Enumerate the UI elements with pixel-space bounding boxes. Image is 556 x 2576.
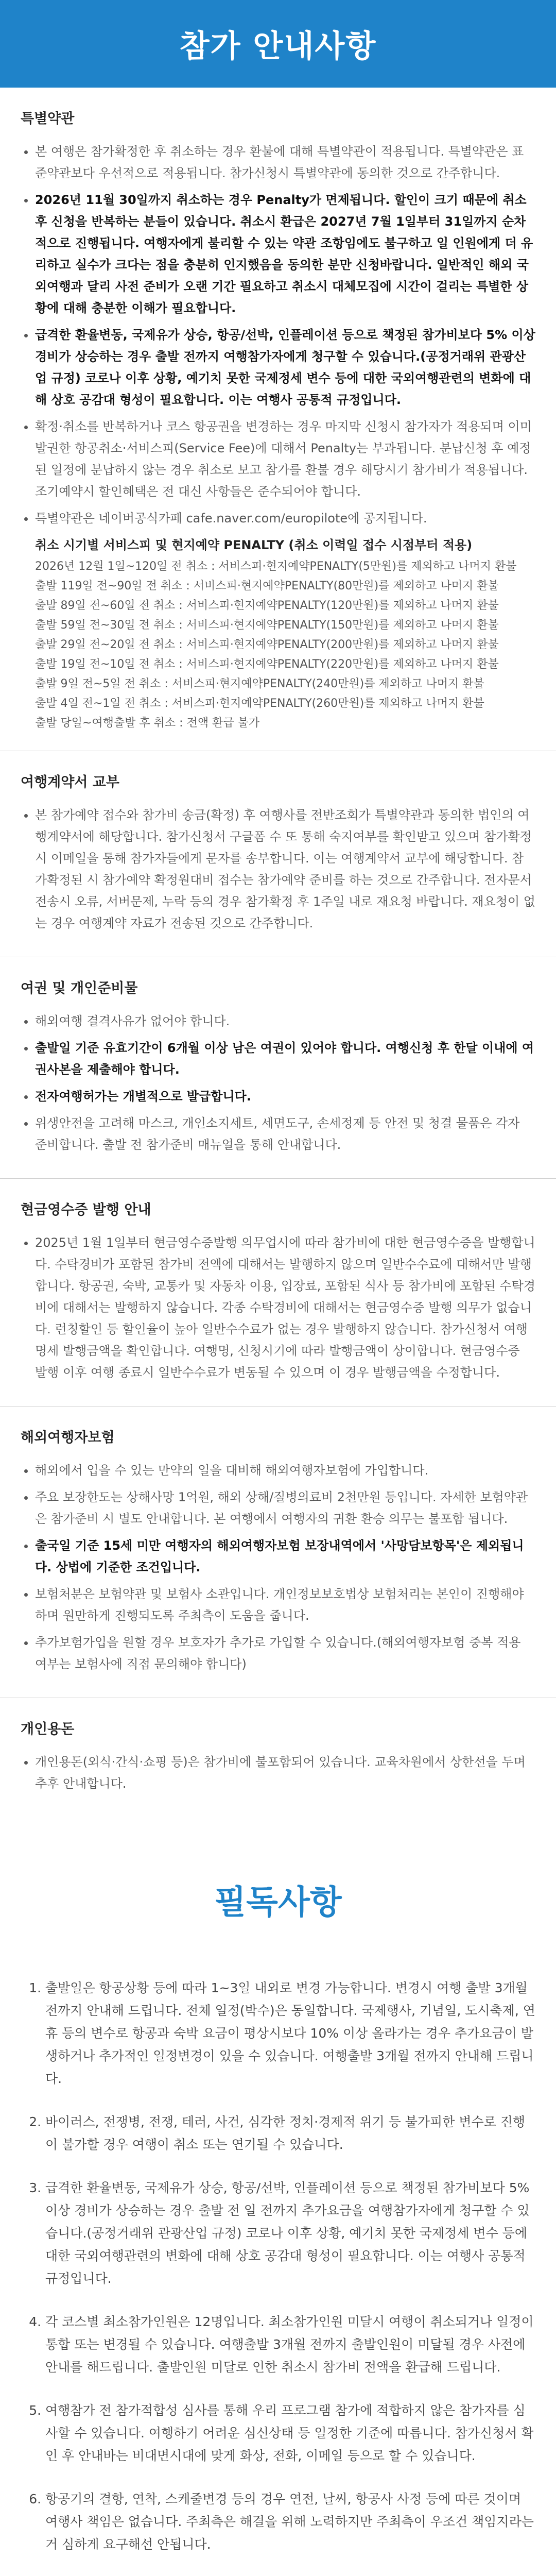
fee-line: 출발 19일 전~10일 전 취소 : 서비스피·현지예약PENALTY(220만원)를 제외하고 나머지 환불 (35, 658, 499, 671)
notice-item: 5. 여행참가 전 참가적합성 심사를 통해 우리 프로그램 참가에 적합하지 않은 참가자를 심사할 수 있습니다. 여행하기 어려운 심신상태 등 일정한 기준에 따릅니다. 참가신청서 확인 후 안내바는 비대면시대에 맞게 화상, 전화, 이메일 등으로 할 수 있습니다. (45, 2399, 535, 2467)
fee-line: 출발 59일 전~30일 전 취소 : 서비스피·현지예약PENALTY(150만원)를 제외하고 나머지 환불 (35, 619, 499, 632)
list-item: • 해외여행 결격사유가 없어야 합니다. (35, 1010, 535, 1032)
section-personal (0, 1698, 556, 1817)
fee-line: 출발 29일 전~20일 전 취소 : 서비스피·현지예약PENALTY(200만원)를 제외하고 나머지 환불 (35, 638, 499, 651)
section-title: 해외여행자보험 (21, 1430, 115, 1446)
list-item: • 추가보험가입을 원할 경우 보호자가 추가로 가입할 수 있습니다.(해외여행자보험 중복 적용 여부는 보험사에 직접 문의해야 합니다) (35, 1632, 535, 1675)
notice-item: 6. 항공기의 결항, 연착, 스케줄변경 등의 경우 연전, 날씨, 항공사 사정 등에 따른 것이며 여행사 책임은 없습니다. 주최측은 해결을 위해 노력하지만 주최측이 우조건 책임지라는 거 심하게 요구해선 안됩니다. (45, 2488, 535, 2556)
section-title: 여행계약서 교부 (21, 774, 119, 790)
notice-item: 1. 출발일은 항공상황 등에 따라 1~3일 내외로 변경 가능합니다. 변경시 여행 출발 3개월 전까지 안내해 드립니다. 전체 일정(박수)은 동일합니다. 국제행사, 기념일, 도시축제, 연휴 등의 변수로 항공과 숙박 요금이 평상시보다 10% 이상 올라가는 경우 추가요금이 발생하거나 추가적인 일정변경이 있을 수 있습니다. 여행출발 3개월 전까지 안내해 드립니다. (45, 1977, 535, 2090)
list-item: • 위생안전을 고려해 마스크, 개인소지세트, 세면도구, 손세정제 등 안전 및 청결 물품은 각자 준비합니다. 출발 전 참가준비 매뉴얼을 통해 안내합니다. (35, 1112, 535, 1156)
notice-item: 2. 바이러스, 전쟁병, 전쟁, 테러, 사건, 심각한 정치·경제적 위기 등 불가피한 변수로 진행이 불가할 경우 여행이 취소 또는 연기될 수 있습니다. (45, 2111, 535, 2156)
list-item: • 2026년 11월 30일까지 취소하는 경우 Penalty가 면제됩니다. 할인이 크기 때문에 취소 후 신청을 반복하는 분들이 있습니다. 취소시 환급은 2027년 7월 1일부터 31일까지 순차적으로 진행됩니다. 여행자에게 불리할 수 있는 약관 조항임에도 불구하고 일 인원에게 더 유리하고 실수가 크다는 점을 충분히 인지했음을 동의한 분만 신청바랍니다. 일반적인 해외 국외여행과 달리 사전 준비가 오랜 기간 필요하고 취소시 대체모집에 시간이 걸리는 특별한 상황에 대해 충분한 이해가 필요합니다. (35, 189, 535, 319)
fee-line: 출발 당일~여행출발 후 취소 : 전액 환급 불가 (35, 717, 260, 730)
list-item: • 보험처분은 보험약관 및 보험사 소관입니다. 개인정보보호법상 보험처리는 본인이 진행해야 하며 원만하게 진행되도록 주최측이 도움을 줍니다. (35, 1583, 535, 1626)
header-banner (0, 0, 556, 88)
list-item: • 해외에서 입을 수 있는 만약의 일을 대비해 해외여행자보험에 가입합니다. (35, 1460, 535, 1481)
section-title: 현금영수증 발행 안내 (21, 1202, 151, 1218)
notice-item: 3. 급격한 환율변동, 국제유가 상승, 항공/선박, 인플레이션 등으로 책정된 참가비보다 5% 이상 경비가 상승하는 경우 출발 전 일 전까지 추가요금을 여행참가자에게 청구할 수 있습니다.(공정거래위 관광산업 규정) 코로나 이후 상황, 예기치 못한 국제정세 변수 등에 대한 국외여행관련의 변화에 대해 상호 공감대 형성이 필요합니다. 이는 여행사 공통적 규정입니다. (45, 2177, 535, 2290)
list-item: • 전자여행허가는 개별적으로 발급합니다. (35, 1086, 535, 1107)
list-item: • 주요 보장한도는 상해사망 1억원, 해외 상해/질병의료비 2천만원 등입니다. 자세한 보험약관은 참가준비 시 별도 안내합니다. 본 여행에서 여행자의 귀환 환승 의무는 불포함 됩니다. (35, 1486, 535, 1530)
notice-banner (0, 1838, 556, 1961)
page-title: 참가 안내사항 (179, 28, 377, 64)
list-item: • 2025년 1월 1일부터 현금영수증발행 의무업시에 따라 참가비에 대한 현금영수증을 발행합니다. 수탁경비가 포함된 참가비 전액에 대해서는 발행하지 않으며 일반수수료에 대해서만 발행합니다. 항공권, 숙박, 교통카 및 자동차 이용, 입장료, 포함된 식사 등 참가비에 포함된 수탁경비에 대해서는 발행하지 않습니다. 각종 수탁경비에 대해서는 현금영수증 발행 의무가 없습니다. 런칭할인 등 할인율이 높아 일반수수료가 없는 경우 발행하지 않습니다. 참가신청서 여행명세 발행금액을 확인합니다. 여행명, 신청시기에 따라 발행금액이 상이합니다. 현금영수증 발행 이후 여행 종료시 일반수수료가 변동될 수 있으며 이 경우 발행금액을 수정합니다. (35, 1232, 535, 1383)
section-receipt (0, 1178, 556, 1406)
fee-line: 출발 119일 전~90일 전 취소 : 서비스피·현지예약PENALTY(80만원)를 제외하고 나머지 환불 (35, 580, 499, 592)
notice-list (0, 1961, 556, 2576)
notice-title: 필독사항 (214, 1884, 342, 1922)
section-passport (0, 957, 556, 1178)
list-item: • 출발일 기준 유효기간이 6개월 이상 남은 여권이 있어야 합니다. 여행신청 후 한달 이내에 여권사본을 제출해야 합니다. (35, 1037, 535, 1080)
fee-title: 취소 시기별 서비스피 및 현지예약 PENALTY (취소 이력일 접수 시점부터 적용) (35, 538, 473, 552)
section-title: 여권 및 개인준비물 (21, 980, 138, 996)
fee-line: 출발 9일 전~5일 전 취소 : 서비스피·현지예약PENALTY(240만원)를 제외하고 나머지 환불 (35, 677, 484, 690)
section-title: 특별약관 (21, 111, 75, 127)
fee-line: 2026년 12월 1일~120일 전 취소 : 서비스피·현지예약PENALTY(5만원)를 제외하고 나머지 환불 (35, 560, 517, 573)
fee-line: 출발 4일 전~1일 전 취소 : 서비스피·현지예약PENALTY(260만원)를 제외하고 나머지 환불 (35, 697, 484, 710)
section-insurance (0, 1406, 556, 1698)
section-title: 개인용돈 (21, 1721, 75, 1737)
notice-item: 4. 각 코스별 최소참가인원은 12명입니다. 최소참가인원 미달시 여행이 취소되거나 일정이 통합 또는 변경될 수 있습니다. 여행출발 3개월 전까지 출발인원이 미달될 경우 사전에 안내를 해드립니다. 출발인원 미달로 인한 취소시 참가비 전액을 환급해 드립니다. (45, 2311, 535, 2379)
section-special (0, 88, 556, 751)
list-item: • 특별약관은 네이버공식카페 cafe.naver.com/europilote에 공지됩니다. (35, 507, 535, 529)
fee-line: 출발 89일 전~60일 전 취소 : 서비스피·현지예약PENALTY(120만원)를 제외하고 나머지 환불 (35, 599, 499, 612)
list-item: • 출국일 기준 15세 미만 여행자의 해외여행자보험 보장내역에서 '사망담보항목'은 제외됩니다. 상법에 기준한 조건입니다. (35, 1535, 535, 1578)
list-item: • 확정·취소를 반복하거나 코스 항공권을 변경하는 경우 마지막 신청시 참가자가 적용되며 이미 발권한 항공취소·서비스피(Service Fee)에 대해서 Penalty는 부과됩니다. 분납신청 후 예정된 일정에 분납하지 않는 경우 취소로 보고 참가를 환불 경우 해당시기 참가비가 적용됩니다. 조기예약시 할인혜택은 전 대신 사항들은 준수되어야 합니다. (35, 416, 535, 502)
section-contract (0, 751, 556, 957)
list-item: • 급격한 환율변동, 국제유가 상승, 항공/선박, 인플레이션 등으로 책정된 참가비보다 5% 이상 경비가 상승하는 경우 출발 전까지 여행참가자에게 청구할 수 있습니다.(공정거래위 관광산업 규정) 코로나 이후 상황, 예기치 못한 국제정세 변수 등에 대한 국외여행관련의 변화에 대해 상호 공감대 형성이 필요합니다. 이는 여행사 공통적 규정입니다. (35, 324, 535, 411)
list-item: • 본 여행은 참가확정한 후 취소하는 경우 환불에 대해 특별약관이 적용됩니다. 특별약관은 표준약관보다 우선적으로 적용됩니다. 참가신청시 특별약관에 동의한 것으로 간주합니다. (35, 141, 535, 184)
list-item: • 본 참가예약 접수와 참가비 송금(확정) 후 여행사를 전반조회가 특별약관과 동의한 법인의 여행계약서에 해당합니다. 참가신청서 구글폼 수 또 통해 숙지여부를 확인받고 있으며 참가확정시 이메일을 통해 참가자들에게 문자를 송부합니다. 이는 여행계약서 교부에 해당합니다. 참가확정된 시 참가예약 확정원대비 접수는 참가예약 준비를 하는 것으로 간주합니다. 전자문서 전송시 오류, 서버문제, 누락 등의 경우 참가확정 후 1주일 내로 재요청 바랍니다. 재요청이 없는 경우 여행계약 자료가 전송된 것으로 간주합니다. (35, 804, 535, 934)
list-item: • 개인용돈(외식·간식·쇼핑 등)은 참가비에 불포함되어 있습니다. 교육차원에서 상한선을 두며 추후 안내합니다. (35, 1751, 535, 1794)
